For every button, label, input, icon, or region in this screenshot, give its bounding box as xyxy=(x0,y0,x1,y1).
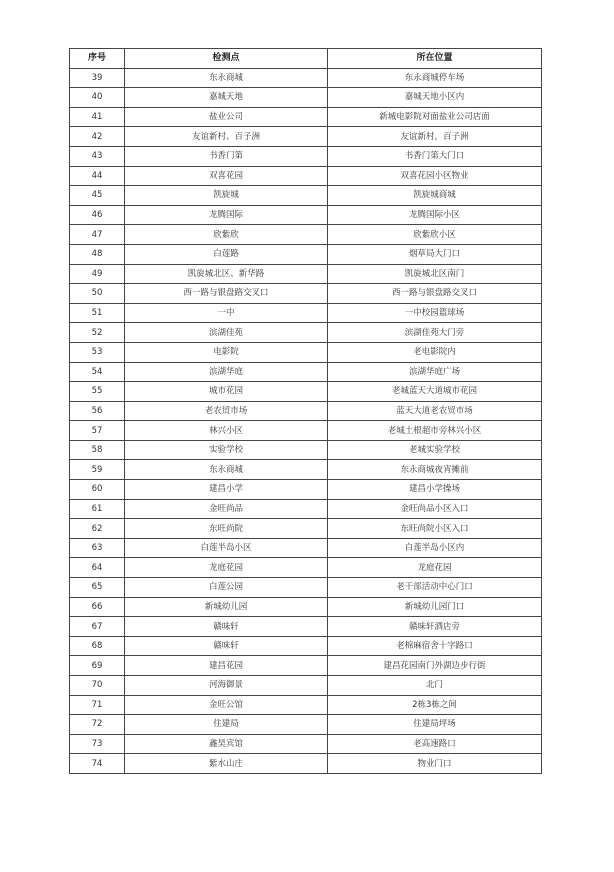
table-row xyxy=(70,342,542,362)
serial-number-cell: 50 xyxy=(70,284,125,304)
serial-number-cell: 74 xyxy=(70,754,125,774)
detection-point-cell: 城市花园 xyxy=(125,382,328,402)
detection-point-cell: 凯旋城 xyxy=(125,186,328,206)
table-row xyxy=(70,264,542,284)
detection-point-cell: 滨湖华庭 xyxy=(125,362,328,382)
serial-number-cell: 58 xyxy=(70,440,125,460)
table-row xyxy=(70,636,542,656)
location-cell: 北门 xyxy=(328,676,542,696)
detection-point-cell: 书香门第 xyxy=(125,146,328,166)
detection-point-cell: 东旺尚院 xyxy=(125,519,328,539)
table-row xyxy=(70,303,542,323)
serial-number-cell: 56 xyxy=(70,401,125,421)
location-cell: 建昌花园南门外湖边步行街 xyxy=(328,656,542,676)
header-location: 所在位置 xyxy=(328,49,542,69)
detection-point-cell: 盐业公司 xyxy=(125,107,328,127)
location-cell: 老棉麻宿舍十字路口 xyxy=(328,636,542,656)
detection-point-cell: 东永商城 xyxy=(125,460,328,480)
detection-point-cell: 凯旋城北区、新华路 xyxy=(125,264,328,284)
table-row xyxy=(70,656,542,676)
serial-number-cell: 47 xyxy=(70,225,125,245)
serial-number-cell: 57 xyxy=(70,421,125,441)
table-row xyxy=(70,617,542,637)
location-cell: 滨湖华庭广场 xyxy=(328,362,542,382)
detection-point-cell: 赣味轩 xyxy=(125,617,328,637)
location-cell: 东永商城停车场 xyxy=(328,68,542,88)
serial-number-cell: 53 xyxy=(70,342,125,362)
location-cell: 老电影院内 xyxy=(328,342,542,362)
detection-point-cell: 金旺公馆 xyxy=(125,695,328,715)
table-row xyxy=(70,362,542,382)
table-row xyxy=(70,146,542,166)
serial-number-cell: 40 xyxy=(70,88,125,108)
table-row xyxy=(70,382,542,402)
serial-number-cell: 39 xyxy=(70,68,125,88)
location-cell: 凯旋城商城 xyxy=(328,186,542,206)
detection-point-cell: 电影院 xyxy=(125,342,328,362)
table-row xyxy=(70,440,542,460)
detection-point-cell: 滨湖佳苑 xyxy=(125,323,328,343)
detection-point-cell: 白莲公园 xyxy=(125,578,328,598)
location-cell: 滨湖佳苑大门旁 xyxy=(328,323,542,343)
detection-point-cell: 鑫昊宾馆 xyxy=(125,734,328,754)
table-row xyxy=(70,578,542,598)
serial-number-cell: 43 xyxy=(70,146,125,166)
serial-number-cell: 71 xyxy=(70,695,125,715)
location-cell: 老高速路口 xyxy=(328,734,542,754)
location-cell: 新城幼儿园门口 xyxy=(328,597,542,617)
serial-number-cell: 52 xyxy=(70,323,125,343)
detection-point-cell: 建昌花园 xyxy=(125,656,328,676)
detection-point-cell: 河海御景 xyxy=(125,676,328,696)
location-cell: 一中校园篮球场 xyxy=(328,303,542,323)
detection-point-cell: 老农贸市场 xyxy=(125,401,328,421)
location-cell: 友谊新村，百子洲 xyxy=(328,127,542,147)
table-row xyxy=(70,166,542,186)
detection-point-cell: 林兴小区 xyxy=(125,421,328,441)
table-row xyxy=(70,127,542,147)
location-cell: 书香门第大门口 xyxy=(328,146,542,166)
location-cell: 龙庭花园 xyxy=(328,558,542,578)
serial-number-cell: 61 xyxy=(70,499,125,519)
serial-number-cell: 68 xyxy=(70,636,125,656)
serial-number-cell: 46 xyxy=(70,205,125,225)
serial-number-cell: 72 xyxy=(70,715,125,735)
location-cell: 欣紫欣小区 xyxy=(328,225,542,245)
table-row xyxy=(70,734,542,754)
location-cell: 老城实验学校 xyxy=(328,440,542,460)
serial-number-cell: 48 xyxy=(70,244,125,264)
location-cell: 金旺尚品小区入口 xyxy=(328,499,542,519)
table-row xyxy=(70,205,542,225)
table-row xyxy=(70,88,542,108)
serial-number-cell: 62 xyxy=(70,519,125,539)
table-row xyxy=(70,519,542,539)
serial-number-cell: 54 xyxy=(70,362,125,382)
location-cell: 东永商城夜宵摊前 xyxy=(328,460,542,480)
detection-point-cell: 西一路与银盘路交叉口 xyxy=(125,284,328,304)
location-cell: 老干部活动中心门口 xyxy=(328,578,542,598)
serial-number-cell: 69 xyxy=(70,656,125,676)
header-detection-point: 检测点 xyxy=(125,49,328,69)
detection-point-cell: 双喜花园 xyxy=(125,166,328,186)
table-row xyxy=(70,323,542,343)
detection-point-cell: 欣紫欣 xyxy=(125,225,328,245)
detection-point-cell: 新城幼儿园 xyxy=(125,597,328,617)
location-cell: 西一路与银盘路交叉口 xyxy=(328,284,542,304)
serial-number-cell: 51 xyxy=(70,303,125,323)
location-cell: 白莲半岛小区内 xyxy=(328,538,542,558)
detection-point-cell: 白莲路 xyxy=(125,244,328,264)
detection-point-cell: 金旺尚品 xyxy=(125,499,328,519)
serial-number-cell: 63 xyxy=(70,538,125,558)
detection-point-cell: 实验学校 xyxy=(125,440,328,460)
table-row xyxy=(70,695,542,715)
table-row xyxy=(70,480,542,500)
serial-number-cell: 59 xyxy=(70,460,125,480)
table-row xyxy=(70,244,542,264)
detection-point-cell: 一中 xyxy=(125,303,328,323)
serial-number-cell: 64 xyxy=(70,558,125,578)
location-cell: 嘉城天地小区内 xyxy=(328,88,542,108)
serial-number-cell: 65 xyxy=(70,578,125,598)
table-row xyxy=(70,107,542,127)
detection-point-cell: 龙庭花园 xyxy=(125,558,328,578)
detection-point-cell: 嘉城天地 xyxy=(125,88,328,108)
location-cell: 物业门口 xyxy=(328,754,542,774)
table-body xyxy=(70,68,542,773)
detection-point-cell: 住建局 xyxy=(125,715,328,735)
table-header-row xyxy=(70,49,542,69)
serial-number-cell: 41 xyxy=(70,107,125,127)
location-cell: 赣味轩酒店旁 xyxy=(328,617,542,637)
serial-number-cell: 70 xyxy=(70,676,125,696)
location-cell: 2栋3栋之间 xyxy=(328,695,542,715)
serial-number-cell: 42 xyxy=(70,127,125,147)
serial-number-cell: 60 xyxy=(70,480,125,500)
table-row xyxy=(70,597,542,617)
table-row xyxy=(70,284,542,304)
table-row xyxy=(70,460,542,480)
table-row xyxy=(70,538,542,558)
serial-number-cell: 73 xyxy=(70,734,125,754)
location-cell: 老城土根超市旁林兴小区 xyxy=(328,421,542,441)
detection-point-cell: 紫水山庄 xyxy=(125,754,328,774)
table-row xyxy=(70,68,542,88)
serial-number-cell: 45 xyxy=(70,186,125,206)
table-row xyxy=(70,401,542,421)
serial-number-cell: 49 xyxy=(70,264,125,284)
detection-point-cell: 赣味轩 xyxy=(125,636,328,656)
table-row xyxy=(70,558,542,578)
detection-point-cell: 友谊新村、百子洲 xyxy=(125,127,328,147)
table-row xyxy=(70,421,542,441)
location-cell: 新城电影院对面盐业公司店面 xyxy=(328,107,542,127)
location-cell: 蓝天大道老农贸市场 xyxy=(328,401,542,421)
table-row xyxy=(70,499,542,519)
table-row xyxy=(70,676,542,696)
location-cell: 建昌小学操场 xyxy=(328,480,542,500)
location-cell: 住建局坪场 xyxy=(328,715,542,735)
location-cell: 烟草局大门口 xyxy=(328,244,542,264)
header-serial-number: 序号 xyxy=(70,49,125,69)
location-cell: 双喜花园小区物业 xyxy=(328,166,542,186)
table-row xyxy=(70,186,542,206)
location-cell: 东旺尚院小区入口 xyxy=(328,519,542,539)
location-cell: 老城蓝天大道城市花园 xyxy=(328,382,542,402)
detection-point-cell: 白莲半岛小区 xyxy=(125,538,328,558)
detection-point-cell: 建昌小学 xyxy=(125,480,328,500)
serial-number-cell: 44 xyxy=(70,166,125,186)
table-row xyxy=(70,715,542,735)
detection-point-cell: 龙腾国际 xyxy=(125,205,328,225)
serial-number-cell: 66 xyxy=(70,597,125,617)
serial-number-cell: 55 xyxy=(70,382,125,402)
serial-number-cell: 67 xyxy=(70,617,125,637)
table-row xyxy=(70,754,542,774)
detection-point-cell: 东永商城 xyxy=(125,68,328,88)
location-cell: 龙腾国际小区 xyxy=(328,205,542,225)
location-cell: 凯旋城北区南门 xyxy=(328,264,542,284)
detection-point-table xyxy=(69,48,542,774)
table-row xyxy=(70,225,542,245)
